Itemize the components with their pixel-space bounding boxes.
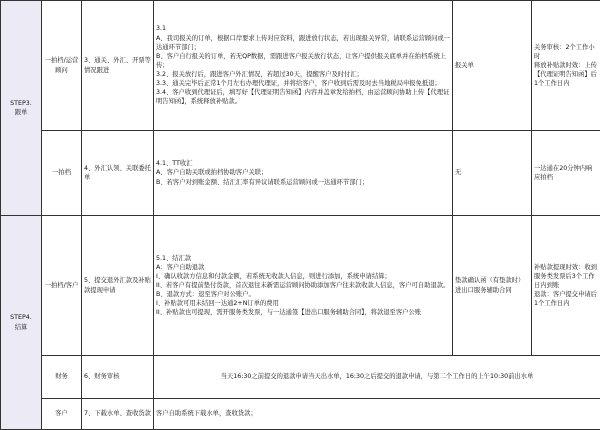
document-cell [453,131,532,216]
content-cell [154,1,453,131]
content-line: I、确认收款方信息和付款金额，若系统无收款人信息，则进行添加，系统申请结算； [156,272,450,281]
content-line: B、若客户对到账金额、结汇汇率有异议请联系运营顾问或一达通环节部门； [156,178,450,187]
content-line: A、我司报关的订单，根据口岸要求上传对应资料，跟进放行状态，若出现报关异常，请联系运营顾问或一达通环节部门； [156,34,450,52]
content-line: 3.1 [156,24,450,33]
step-cell [1,216,42,430]
task-label: 7、下载水单、查收货款 [84,410,151,417]
content-line: II、补贴款也可提现，需开服务类发票，与一达通签【进出口服务辅助合同】，将款退至客户公账 [156,308,450,317]
role-cell [42,399,82,430]
table-row [1,356,600,399]
step-label: STEP4. 结算 [10,314,32,330]
table-row [1,1,600,131]
role-label: 一拍档/运营顾问 [45,57,79,73]
timeliness-cell [532,1,600,131]
document-label: 垫款确认函（有垫款时） 进出口服务辅助合同 [455,277,524,293]
task-cell [82,1,154,131]
content-cell [154,216,453,356]
content-line: 3.2、报关放行后，跟进客户外汇情况，若超过30天，提醒客户及时付汇； [156,70,450,79]
task-label: 4、外汇认领、关联委托单 [84,165,151,181]
table-row [1,399,600,430]
step-cell [1,1,42,216]
content-line: B、客户自行报关的订单，若无QP数据，需跟进客户报关放行状态，让客户提供报关底单并在拍档系统上传； [156,52,450,70]
content-line: 4.1、TT收汇 [156,159,450,168]
role-cell [42,131,82,216]
content-line: A、客户自助关联或拍档协助客户关联； [156,168,450,177]
task-label: 6、财务审核 [84,373,120,380]
document-cell [453,1,532,131]
timeliness-cell [532,131,600,216]
task-cell [82,399,154,430]
content-line: A：客户自助退款 [156,263,450,272]
task-cell [82,131,154,216]
content-line: I、补贴款可用未结回一达通2+N订单的费用 [156,299,450,308]
step-label: STEP3. 跟单 [10,100,32,116]
task-label: 5、提交退外汇款及补贴款提现申请 [84,277,151,293]
task-cell [82,356,154,399]
content-line: 5.1、结汇款 [156,254,450,263]
table-row [1,131,600,216]
role-label: 财务 [55,373,68,380]
table-row [1,216,600,356]
role-cell [42,216,82,356]
task-cell [82,216,154,356]
document-label: 无 [455,169,461,176]
role-cell [42,1,82,131]
timeliness-cell [532,216,600,356]
timeliness-label: 补贴款提现时效：收到服务类发票后3个工作日内到账 退款：客户提交申请后1个工作日内 [534,264,597,308]
content-line: 3.3、通关完毕后正常1个月左右办理代理证，并将给客户，客户收到后需及时去当地税局申报免抵退； [156,79,450,88]
task-label: 3、通关、外汇、开票等情况跟进 [84,57,151,73]
document-label: 报关单 [455,62,474,69]
role-cell [42,356,82,399]
content-line: 客户自助系统下载水单，查收货款； [156,410,257,417]
role-label: 一拍档/客户 [45,282,79,289]
content-line: II、若客户有提前垫付货款，首次退往未新需运营顾问协助添加客户往来款收款人信息，客户可自助退款。 [156,281,450,290]
content-cell [154,356,600,399]
timeliness-label: 一达通在20分钟内响应拍档 [534,165,592,181]
content-line: B、退款方式：退至客户对公账户。 [156,290,450,299]
document-cell [453,216,532,356]
timeliness-label: 关务审核：2个工作小时 释放补贴款时效：上传【代理证明告知函】后1个工作日内 [534,44,597,88]
role-label: 客户 [55,410,68,417]
content-cell [154,399,600,430]
content-cell [154,131,453,216]
content-line: 当天16:30之前提交的退款申请当天出水单，16:30之后提交的退款申请，与第二个工作日的上午10:30前出水单 [221,373,534,380]
role-label: 一拍档 [52,169,71,176]
content-line: 3.4、客户收到代理证后，填写好【代理证明告知函】内容并盖章发给拍档，由运营顾问协助上传【代理证明告知函】，系统释放补贴款。 [156,88,450,106]
